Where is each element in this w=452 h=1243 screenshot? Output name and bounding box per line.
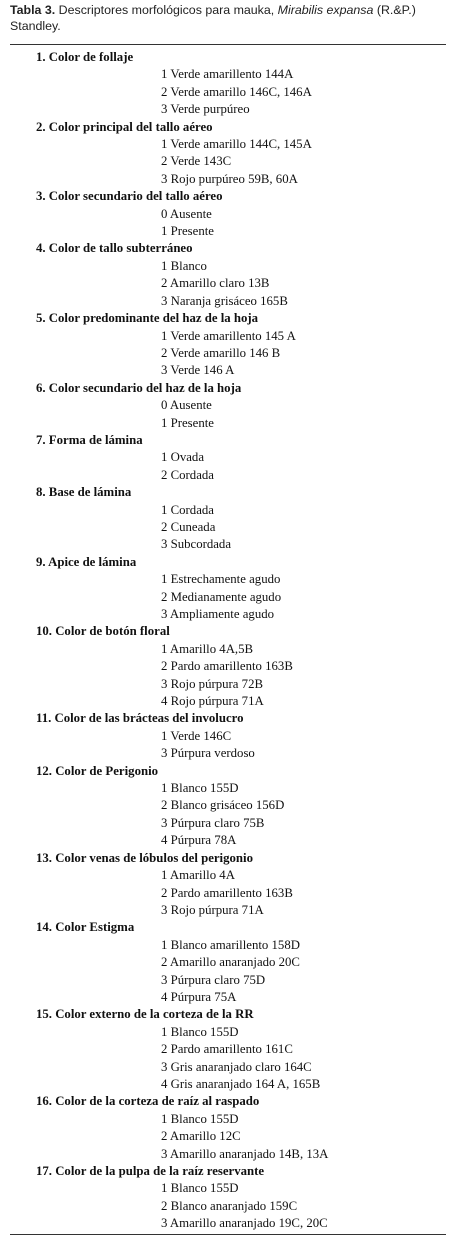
descriptor-title: 8. Base de lámina — [36, 485, 132, 500]
descriptor-group — [0, 49, 452, 119]
descriptor-state: 4 Púrpura 75A — [161, 989, 237, 1004]
descriptor-state: 1 Amarillo 4A,5B — [161, 641, 254, 656]
descriptor-state: 2 Pardo amarillento 163B — [161, 659, 293, 674]
descriptor-state: 1 Blanco — [161, 258, 207, 273]
descriptor-state: 1 Blanco amarillento 158D — [161, 937, 300, 952]
descriptor-group — [0, 710, 452, 762]
descriptor-group — [0, 188, 452, 240]
descriptor-state: 3 Amarillo anaranjado 19C, 20C — [161, 1216, 328, 1231]
descriptor-state: 1 Presente — [161, 224, 214, 239]
scientific-name: Mirabilis expansa — [277, 3, 374, 17]
descriptor-state: 1 Blanco 155D — [161, 781, 239, 796]
descriptor-title: 14. Color Estigma — [36, 920, 135, 935]
descriptor-state: 1 Presente — [161, 415, 214, 430]
descriptor-group — [0, 623, 452, 710]
descriptor-state: 3 Verde 146 A — [161, 363, 235, 378]
descriptor-state: 1 Blanco 155D — [161, 1024, 239, 1039]
descriptor-title: 1. Color de follaje — [36, 50, 134, 64]
descriptor-state: 3 Púrpura claro 75D — [161, 972, 266, 987]
descriptor-state: 2 Pardo amarillento 161C — [161, 1042, 293, 1057]
descriptor-state: 3 Verde purpúreo — [161, 102, 250, 117]
descriptor-group — [0, 310, 452, 380]
descriptor-group — [0, 763, 452, 850]
descriptor-state: 1 Ovada — [161, 450, 204, 465]
caption-authority: (R.&P.) Standley. — [10, 3, 416, 33]
descriptor-state: 3 Púrpura verdoso — [161, 746, 255, 761]
descriptor-table — [0, 49, 452, 1233]
table-label: Tabla 3. — [10, 3, 56, 17]
descriptor-group — [0, 1006, 452, 1093]
descriptor-title: 5. Color predominante del haz de la hoja — [36, 311, 259, 326]
descriptor-title: 6. Color secundario del haz de la hoja — [36, 380, 242, 395]
descriptor-state: 2 Amarillo claro 13B — [161, 276, 270, 291]
descriptor-state: 2 Verde 143C — [161, 154, 232, 169]
descriptor-group — [0, 850, 452, 920]
descriptor-state: 1 Verde amarillo 144C, 145A — [161, 137, 312, 152]
descriptor-title: 7. Forma de lámina — [36, 432, 143, 447]
descriptor-state: 2 Cuneada — [161, 519, 216, 534]
descriptor-group — [0, 432, 452, 484]
descriptor-state: 2 Amarillo anaranjado 20C — [161, 955, 300, 970]
descriptor-state: 1 Blanco 155D — [161, 1111, 239, 1126]
descriptor-group — [0, 1093, 452, 1163]
table-caption — [10, 2, 446, 34]
descriptor-title: 12. Color de Perigonio — [36, 763, 159, 778]
descriptor-state: 4 Rojo púrpura 71A — [161, 694, 264, 709]
descriptor-group — [0, 554, 452, 624]
descriptor-state: 3 Subcordada — [161, 537, 232, 552]
descriptor-state: 2 Blanco anaranjado 159C — [161, 1198, 298, 1213]
descriptor-state: 1 Estrechamente agudo — [161, 572, 281, 587]
descriptor-state: 3 Ampliamente agudo — [161, 607, 275, 621]
descriptor-state: 1 Verde 146C — [161, 728, 232, 743]
descriptor-title: 15. Color externo de la corteza de la RR — [36, 1007, 254, 1022]
descriptor-state: 1 Cordada — [161, 502, 214, 517]
descriptor-state: 0 Ausente — [161, 206, 212, 221]
descriptor-state: 1 Amarillo 4A — [161, 868, 235, 883]
descriptor-group — [0, 919, 452, 1006]
descriptor-state: 4 Gris anaranjado 164 A, 165B — [161, 1076, 321, 1091]
descriptor-title: 17. Color de la pulpa de la raíz reservante — [36, 1164, 265, 1178]
descriptor-state: 2 Verde amarillo 146 B — [161, 345, 281, 360]
descriptor-state: 3 Rojo púrpura 72B — [161, 676, 264, 691]
descriptor-state: 3 Púrpura claro 75B — [161, 815, 265, 830]
descriptor-state: 1 Verde amarillento 144A — [161, 67, 294, 82]
descriptor-state: 4 Púrpura 78A — [161, 833, 237, 848]
descriptor-state: 1 Verde amarillento 145 A — [161, 328, 296, 343]
descriptor-state: 2 Cordada — [161, 467, 214, 482]
table-top-rule — [10, 44, 446, 45]
descriptor-state: 3 Gris anaranjado claro 164C — [161, 1059, 312, 1074]
descriptor-state: 3 Rojo púrpura 71A — [161, 902, 264, 917]
descriptor-title: 10. Color de botón floral — [36, 624, 170, 639]
descriptor-state: 2 Blanco grisáceo 156D — [161, 798, 285, 813]
descriptor-state: 2 Pardo amarillento 163B — [161, 885, 293, 900]
descriptor-state: 3 Rojo purpúreo 59B, 60A — [161, 171, 298, 186]
descriptor-title: 4. Color de tallo subterráneo — [36, 241, 193, 256]
descriptor-state: 2 Verde amarillo 146C, 146A — [161, 84, 312, 99]
descriptor-group — [0, 380, 452, 432]
descriptor-state: 1 Blanco 155D — [161, 1181, 239, 1196]
descriptor-state: 0 Ausente — [161, 398, 212, 413]
descriptor-state: 2 Amarillo 12C — [161, 1129, 241, 1144]
descriptor-title: 9. Apice de lámina — [36, 554, 137, 569]
descriptor-title: 2. Color principal del tallo aéreo — [36, 119, 213, 134]
descriptor-title: 11. Color de las brácteas del involucro — [36, 711, 244, 726]
caption-text: Descriptores morfológicos para mauka, — [55, 3, 278, 17]
descriptor-title: 3. Color secundario del tallo aéreo — [36, 189, 223, 204]
descriptor-title: 13. Color venas de lóbulos del perigonio — [36, 850, 253, 865]
descriptor-group — [0, 119, 452, 189]
descriptor-title: 16. Color de la corteza de raíz al raspado — [36, 1094, 260, 1109]
table-bottom-rule — [10, 1234, 446, 1235]
descriptor-state: 3 Naranja grisáceo 165B — [161, 293, 288, 308]
descriptor-group — [0, 240, 452, 310]
descriptor-group — [0, 484, 452, 554]
descriptor-state: 2 Medianamente agudo — [161, 589, 282, 604]
descriptor-group — [0, 1163, 452, 1233]
descriptor-state: 3 Amarillo anaranjado 14B, 13A — [161, 1146, 329, 1161]
